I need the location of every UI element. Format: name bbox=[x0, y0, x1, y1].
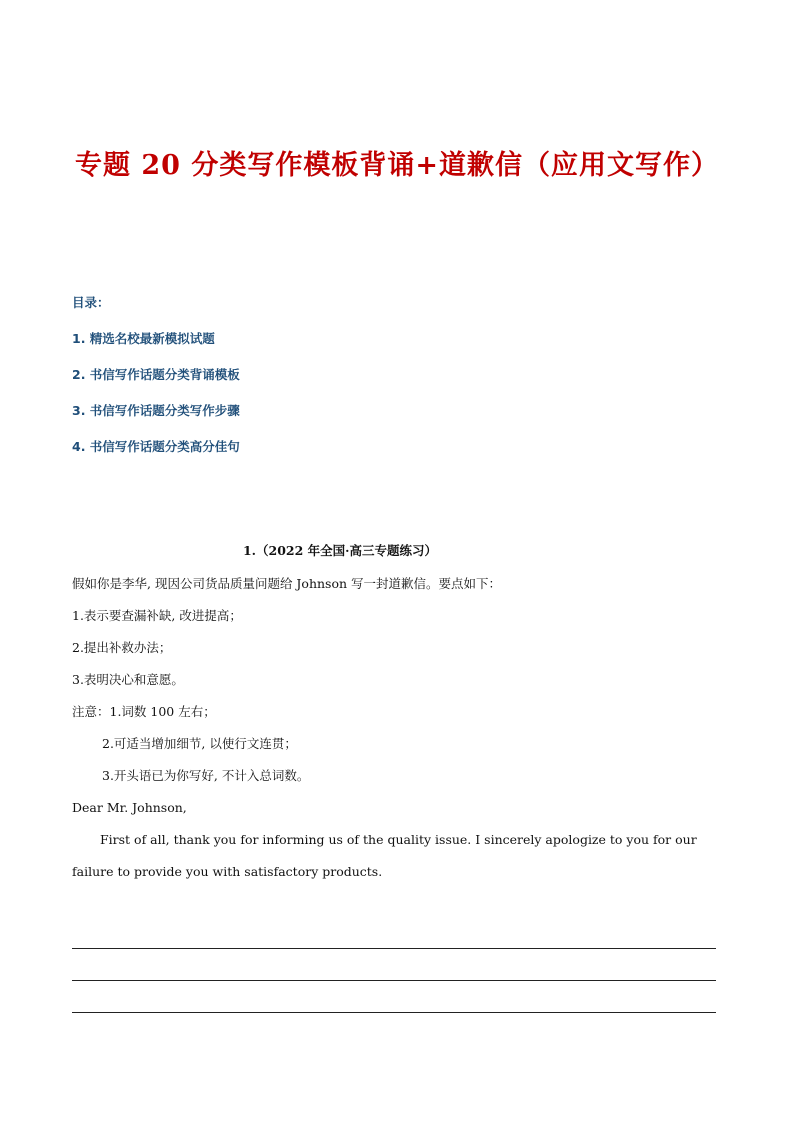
question-point-1: 1.表示要查漏补缺, 改进提高； bbox=[72, 608, 242, 623]
toc-item-2: 2. 书信写作话题分类背诵模板 bbox=[72, 367, 240, 382]
question-note-1: 注意：1.词数 100 左右； bbox=[72, 704, 216, 719]
answer-line-1 bbox=[72, 948, 716, 949]
question-heading: 1.（2022 年全国·高三专题练习） bbox=[242, 543, 438, 558]
toc-item-4: 4. 书信写作话题分类高分佳句 bbox=[72, 439, 240, 454]
question-point-2: 2.提出补救办法； bbox=[72, 640, 172, 655]
answer-line-3 bbox=[72, 1012, 716, 1013]
letter-salutation: Dear Mr. Johnson, bbox=[72, 800, 187, 815]
toc-item-3: 3. 书信写作话题分类写作步骤 bbox=[72, 403, 240, 418]
question-body bbox=[72, 574, 722, 888]
question-prompt: 假如你是李华, 现因公司货品质量问题给 Johnson 写一封道歉信。要点如下： bbox=[72, 576, 502, 591]
toc-heading: 目录： bbox=[72, 295, 110, 310]
question-point-3: 3.表明决心和意愿。 bbox=[72, 672, 184, 687]
question-note-2: 2.可适当增加细节, 以使行文连贯； bbox=[102, 736, 297, 751]
toc-item-1: 1. 精选名校最新模拟试题 bbox=[72, 331, 215, 346]
table-of-contents bbox=[72, 294, 240, 474]
answer-line-2 bbox=[72, 980, 716, 981]
question-note-3: 3.开头语已为你写好, 不计入总词数。 bbox=[102, 768, 310, 783]
document-title: 专题 20 分类写作模板背诵+道歉信（应用文写作） bbox=[75, 150, 719, 181]
letter-opening: First of all, thank you for informing us of the quality issue. I sincerely apologize to you for our failure to provide you with satisfactory products. bbox=[72, 832, 697, 879]
